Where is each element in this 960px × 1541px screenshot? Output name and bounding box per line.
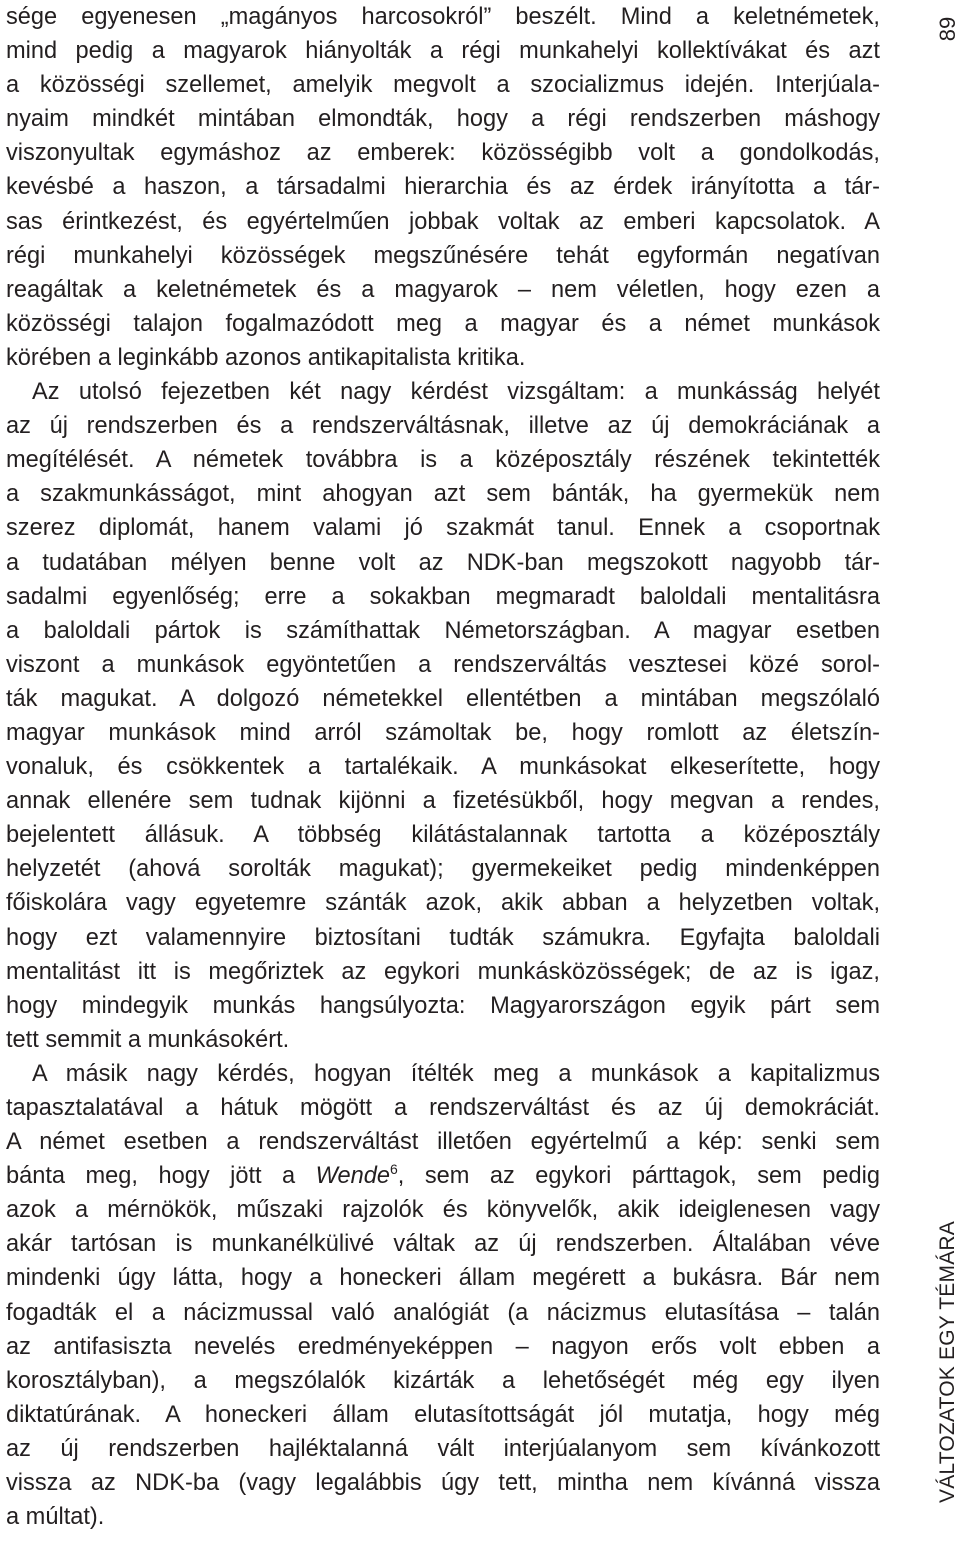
text-fragment: , sem az egykori párttagok, sem pedig (397, 1163, 880, 1190)
text-line: sége egyenesen „magányos harcosokról” beszélt. Mind a keletnémetek, (6, 4, 880, 30)
text-line: nyaim mindkét mintában elmondták, hogy a régi rendszerben máshogy (6, 106, 880, 133)
text-line-with-footnote (6, 1159, 880, 1193)
text-line: korosztályban), a megszólalók kizárták a lehetőségét még egy ilyen (6, 1367, 880, 1394)
text-line: A másik nagy kérdés, hogyan ítélték meg a munkások a kapitalizmus (32, 1060, 880, 1087)
text-line: az antifasiszta nevelés eredményeképpen – nagyon erős volt ebben a (6, 1333, 880, 1360)
text-line: mentalitást itt is megőriztek az egykori munkásközösségek; de az is igaz, (6, 958, 880, 985)
text-line: helyzetét (ahová sorolták magukat); gyermekeiket pedig mindenképpen (6, 856, 880, 883)
text-line: a baloldali pártok is számíthattak Németországban. A magyar esetben (6, 617, 880, 644)
text-line: ták magukat. A dolgozó németekkel ellentétben a mintában megszólaló (6, 685, 880, 712)
page-number: 89 (935, 16, 960, 42)
text-line: magyar munkások mind arról számoltak be, hogy romlott az életszín- (6, 719, 880, 746)
text-line: a tudatában mélyen benne volt az NDK-ban megszokott nagyobb tár- (6, 549, 880, 576)
text-line: reagáltak a keletnémetek és a magyarok – nem véletlen, hogy ezen a (6, 276, 880, 303)
text-line: tett semmit a munkásokért. (6, 1026, 290, 1053)
text-line: viszonyultak egymáshoz az emberek: közösségibb volt a gondolkodás, (6, 140, 880, 167)
text-line: hogy ezt valamennyire biztosítani tudták számukra. Egyfajta baloldali (6, 924, 880, 951)
text-line: mindenki úgy látta, hogy a honeckeri állam megérett a bukásra. Bár nem (6, 1265, 880, 1292)
body-text (6, 0, 880, 1534)
text-line: diktatúrának. A honeckeri állam elutasítottságát jól mutatja, hogy még (6, 1401, 880, 1428)
text-line: fogadták el a nácizmussal való analógiát (a nácizmus elutasítása – talán (6, 1299, 880, 1326)
text-line: közösségi talajon fogalmazódott meg a magyar és a német munkások (6, 310, 880, 337)
text-line: azok a mérnökök, műszaki rajzolók és könyvelők, akik ideiglenesen vagy (6, 1197, 880, 1224)
text-line: Az utolsó fejezetben két nagy kérdést vizsgáltam: a munkásság helyét (32, 379, 880, 406)
text-line: annak ellenére sem tudnak kijönni a fizetésükből, hogy megvan a rendes, (6, 788, 880, 815)
footnote-ref[interactable]: 6 (390, 1161, 398, 1178)
text-line: a közösségi szellemet, amelyik megvolt a szocializmus idején. Interjúala- (6, 72, 880, 99)
text-line: az új rendszerben és a rendszerváltásnak, illetve az új demokráciának a (6, 413, 880, 440)
text-line: az új rendszerben hajléktalanná vált interjúalanyom sem kívánkozott (6, 1435, 880, 1462)
text-line: viszont a munkások egyöntetűen a rendszerváltás vesztesei közé sorol- (6, 651, 880, 678)
text-line: A német esetben a rendszerváltást illetően egyértelmű a kép: senki sem (6, 1129, 880, 1156)
text-line: sadalmi egyenlőség; erre a sokakban megmaradt baloldali mentalitásra (6, 583, 880, 610)
running-head: VÁLTOZATOK EGY TÉMÁRA (936, 1221, 959, 1503)
text-line: hogy mindegyik munkás hangsúlyozta: Magyarországon egyik párt sem (6, 992, 880, 1019)
text-line: vissza az NDK-ba (vagy legalábbis úgy tett, mintha nem kívánná vissza (6, 1470, 880, 1497)
text-line: főiskolára vagy egyetemre szánták azok, akik abban a helyzetben voltak, (6, 890, 880, 917)
text-line: a múltat). (6, 1504, 105, 1531)
text-line: a szakmunkásságot, mint ahogyan azt sem bánták, ha gyermekük nem (6, 481, 880, 508)
text-line: akár tartósan is munkanélkülivé váltak az új rendszerben. Általában véve (6, 1231, 880, 1258)
text-fragment: bánta meg, hogy jött a (6, 1163, 316, 1190)
text-line: szerez diplomát, hanem valami jó szakmát tanul. Ennek a csoportnak (6, 515, 880, 542)
text-line: bejelentett állásuk. A többség kilátástalannak tartotta a középosztály (6, 822, 880, 849)
text-line: tapasztalatával a hátuk mögött a rendszerváltást és az új demokráciát. (6, 1095, 880, 1121)
text-line: régi munkahelyi közösségek megszűnésére tehát egyformán negatívan (6, 242, 880, 269)
text-line: kevésbé a haszon, a társadalmi hierarchia és az érdek irányította a tár- (6, 174, 880, 201)
text-line: megítélését. A németek továbbra is a középosztály részének tekintették (6, 447, 880, 474)
text-line: körében a leginkább azonos antikapitalista kritika. (6, 344, 526, 371)
wende-italic: Wende (315, 1163, 390, 1190)
text-line: sas érintkezést, és egyértelműen jobbak voltak az emberi kapcsolatok. A (6, 208, 880, 235)
text-line: mind pedig a magyarok hiányolták a régi munkahelyi kollektívákat és azt (6, 38, 880, 65)
text-line: vonaluk, és csökkentek a tartalékaik. A munkásokat elkeserítette, hogy (6, 754, 880, 781)
